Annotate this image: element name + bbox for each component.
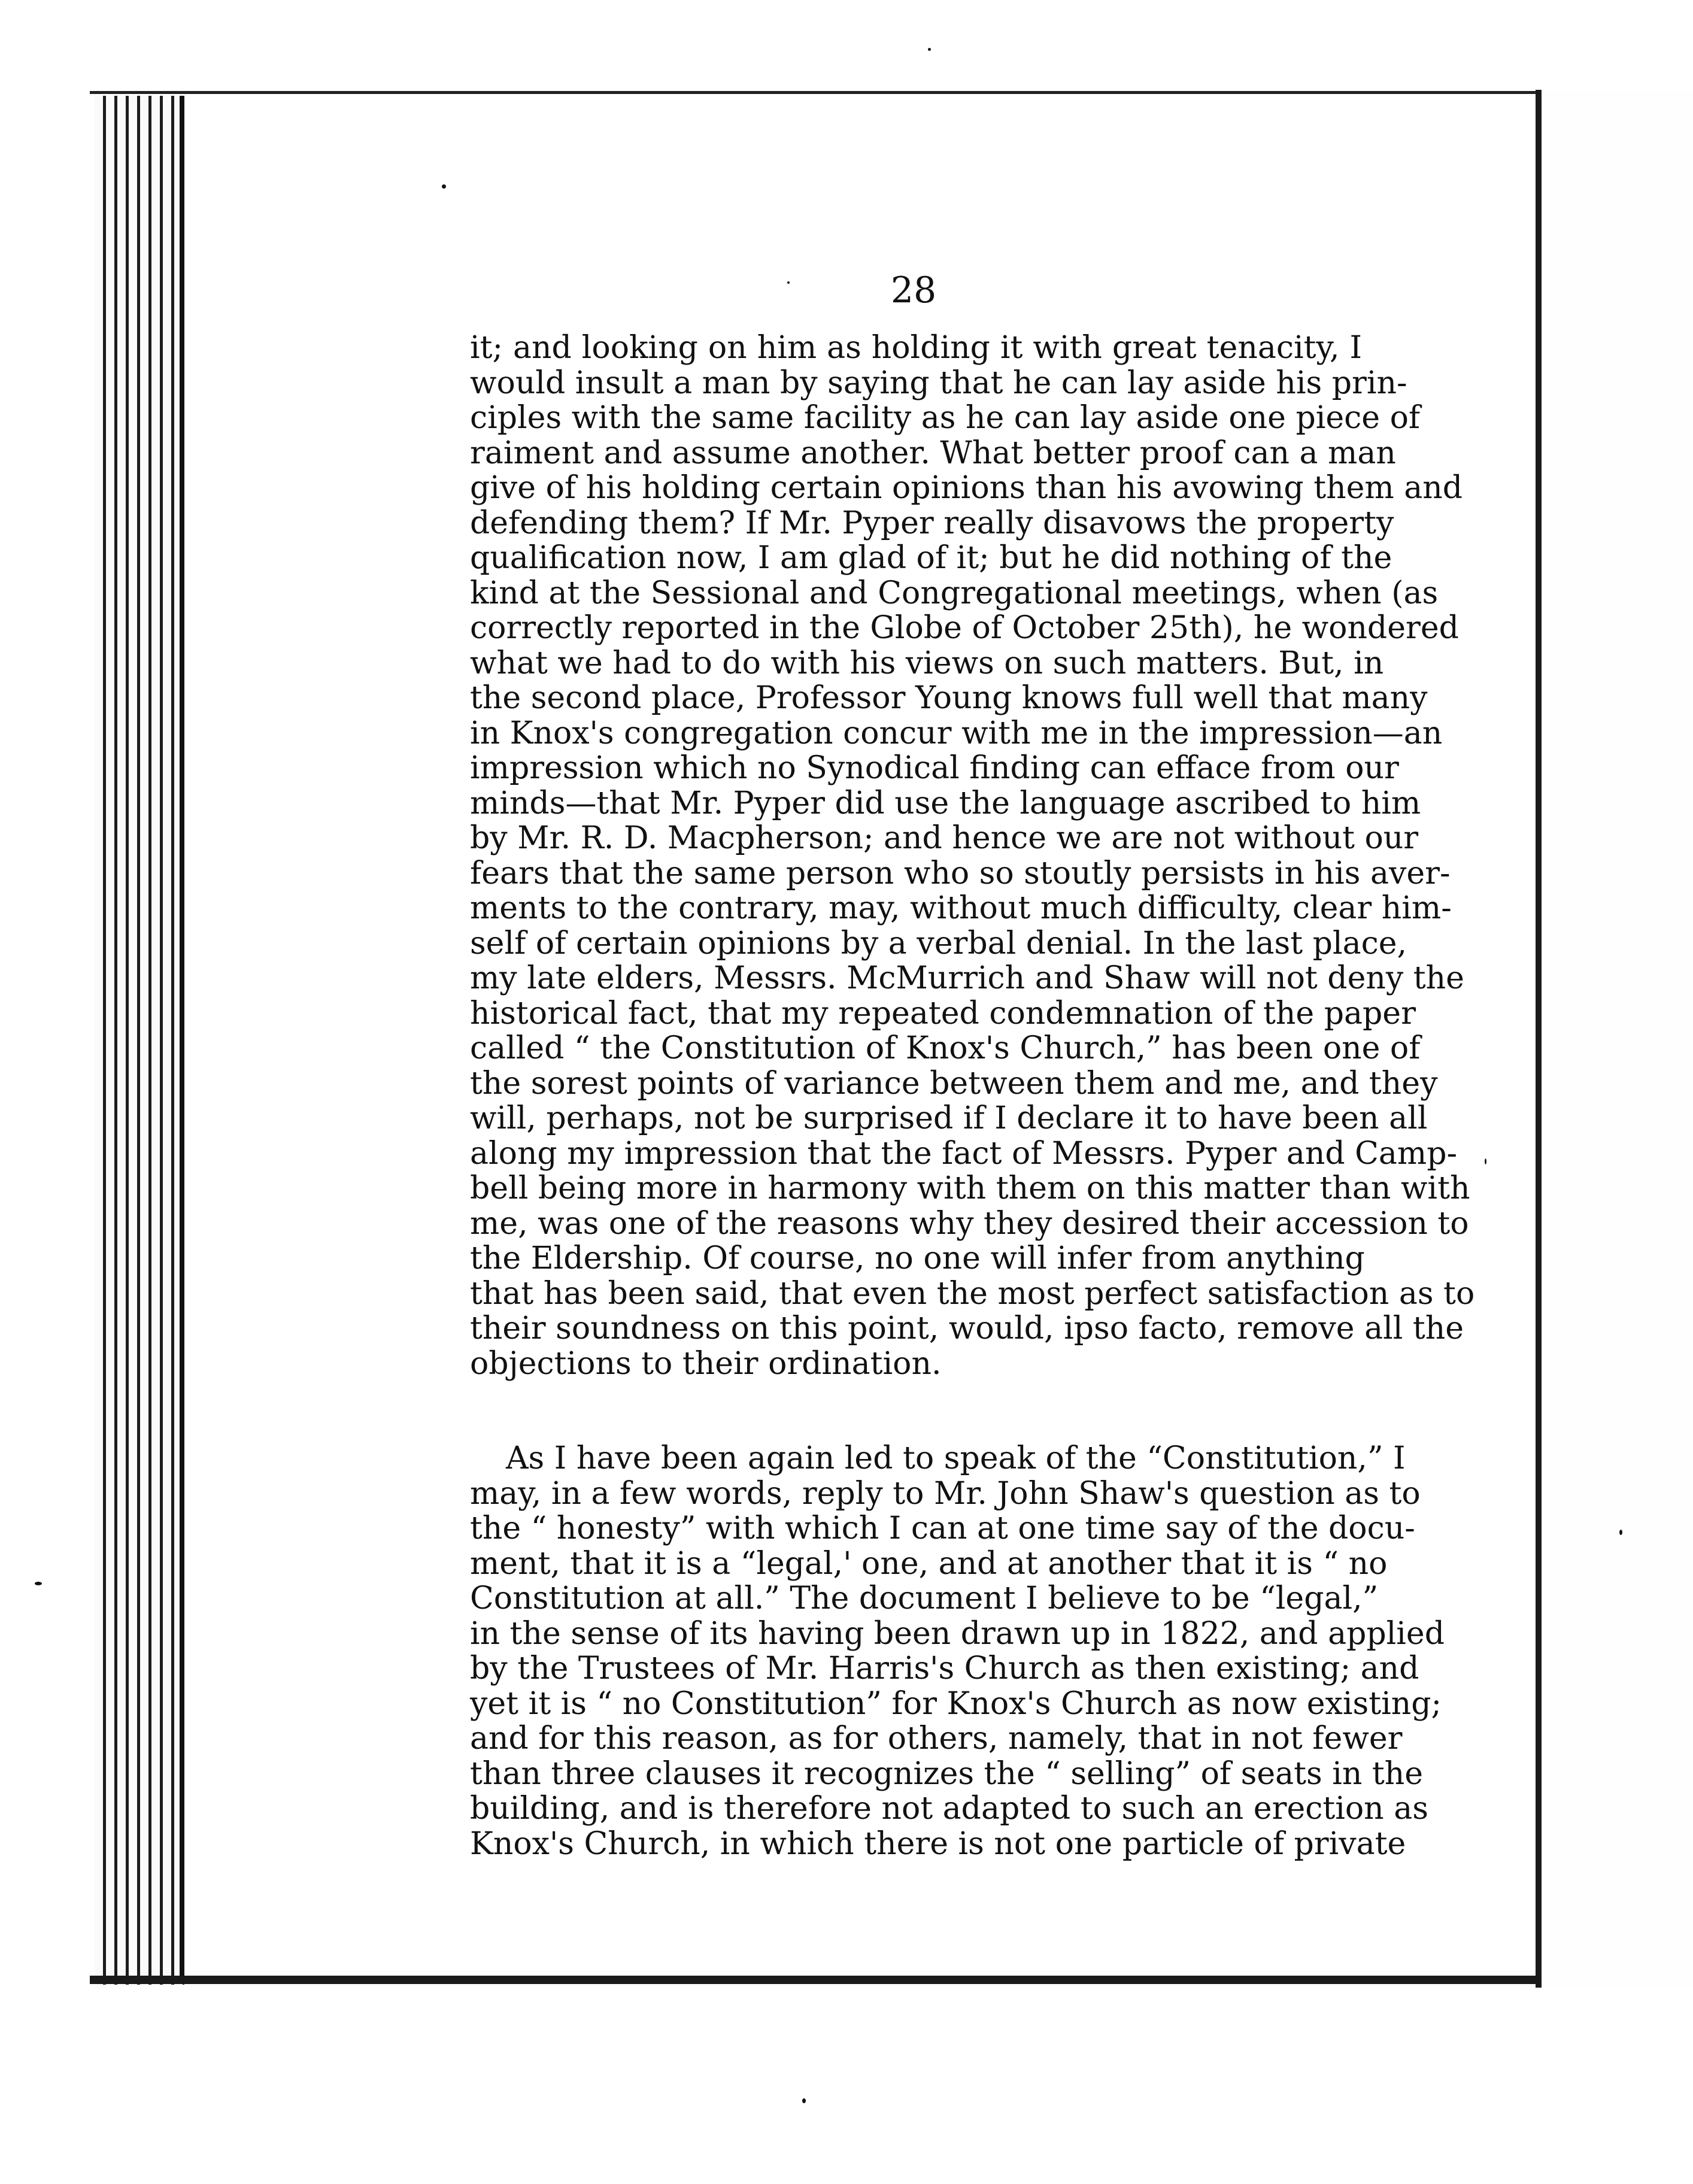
text-line: in the sense of its having been drawn up in 1822, and applied	[470, 1615, 1445, 1652]
text-line: called “ the Constitution of Knox's Church,” has been one of	[470, 1030, 1421, 1066]
text-line: in Knox's congregation concur with me in the impression—an	[470, 715, 1443, 751]
book-bottom-edge	[90, 1976, 1542, 1984]
text-line: what we had to do with his views on such matters. But, in	[470, 645, 1384, 681]
text-line: along my impression that the fact of Messrs. Pyper and Camp-	[470, 1135, 1458, 1172]
text-line: their soundness on this point, would, ipso facto, remove all the	[470, 1311, 1464, 1346]
text-line: yet it is “ no Constitution” for Knox's Church as now existing;	[470, 1685, 1442, 1722]
text-line: would insult a man by saying that he can lay aside his prin-	[470, 365, 1407, 401]
paragraph	[470, 1440, 1445, 1862]
page-edge-stack	[95, 96, 184, 1985]
text-line: Knox's Church, in which there is not one particle of private	[470, 1825, 1406, 1862]
text-line: it; and looking on him as holding it with great tenacity, I	[470, 330, 1362, 366]
text-line: Constitution at all.” The document I believe to be “legal,”	[470, 1581, 1379, 1616]
text-line: the sorest points of variance between them and me, and they	[470, 1065, 1438, 1102]
page-number: 28	[890, 269, 937, 311]
text-line: fears that the same person who so stoutly persists in his aver-	[470, 855, 1451, 891]
text-line: minds—that Mr. Pyper did use the language ascribed to him	[470, 785, 1421, 821]
text-line: give of his holding certain opinions than his avowing them and	[470, 470, 1463, 506]
text-line: kind at the Sessional and Congregational meetings, when (as	[470, 575, 1439, 611]
text-line: self of certain opinions by a verbal denial. In the last place,	[470, 925, 1407, 961]
text-line: raiment and assume another. What better proof can a man	[470, 435, 1396, 471]
text-line: As I have been again led to speak of the “Constitution,” I	[506, 1440, 1406, 1476]
text-line: the “ honesty” with which I can at one time say of the docu-	[470, 1510, 1415, 1546]
text-line: qualification now, I am glad of it; but he did nothing of the	[470, 540, 1392, 576]
text-line: me, was one of the reasons why they desired their accession to	[470, 1205, 1469, 1242]
text-line: that has been said, that even the most perfect satisfaction as to	[470, 1275, 1475, 1312]
text-line: and for this reason, as for others, namely, that in not fewer	[470, 1721, 1403, 1757]
text-line: ment, that it is a “legal,' one, and at another that it is “ no	[470, 1545, 1388, 1582]
text-line: correctly reported in the Globe of October 25th), he wondered	[470, 610, 1459, 646]
text-line: than three clauses it recognizes the “ selling” of seats in the	[470, 1755, 1424, 1792]
text-line: historical fact, that my repeated condemnation of the paper	[470, 995, 1416, 1032]
text-line: may, in a few words, reply to Mr. John Shaw's question as to	[470, 1475, 1421, 1512]
text-line: will, perhaps, not be surprised if I declare it to have been all	[470, 1100, 1428, 1136]
facing-page-edge	[1542, 90, 1693, 1988]
paragraph-gap	[470, 1381, 1362, 1441]
paragraph	[470, 330, 1475, 1382]
text-line: impression which no Synodical finding can efface from our	[470, 750, 1399, 786]
text-line: bell being more in harmony with them on this matter than with	[470, 1170, 1470, 1206]
text-line: by Mr. R. D. Macpherson; and hence we are not without our	[470, 820, 1419, 856]
text-line: my late elders, Messrs. McMurrich and Shaw will not deny the	[470, 960, 1464, 996]
text-line: by the Trustees of Mr. Harris's Church as then existing; and	[470, 1651, 1419, 1686]
text-line: ciples with the same facility as he can lay aside one piece of	[470, 400, 1421, 436]
text-line: ments to the contrary, may, without much difficulty, clear him-	[470, 890, 1452, 926]
text-line: building, and is therefore not adapted to such an erection as	[470, 1791, 1428, 1827]
text-line: objections to their ordination.	[470, 1345, 942, 1382]
text-line: the second place, Professor Young knows full well that many	[470, 680, 1428, 716]
text-line: the Eldership. Of course, no one will infer from anything	[470, 1240, 1365, 1276]
text-line: defending them? If Mr. Pyper really disavows the property	[470, 505, 1394, 541]
body-text	[470, 330, 1475, 1862]
binding-shadow	[1536, 90, 1542, 1988]
